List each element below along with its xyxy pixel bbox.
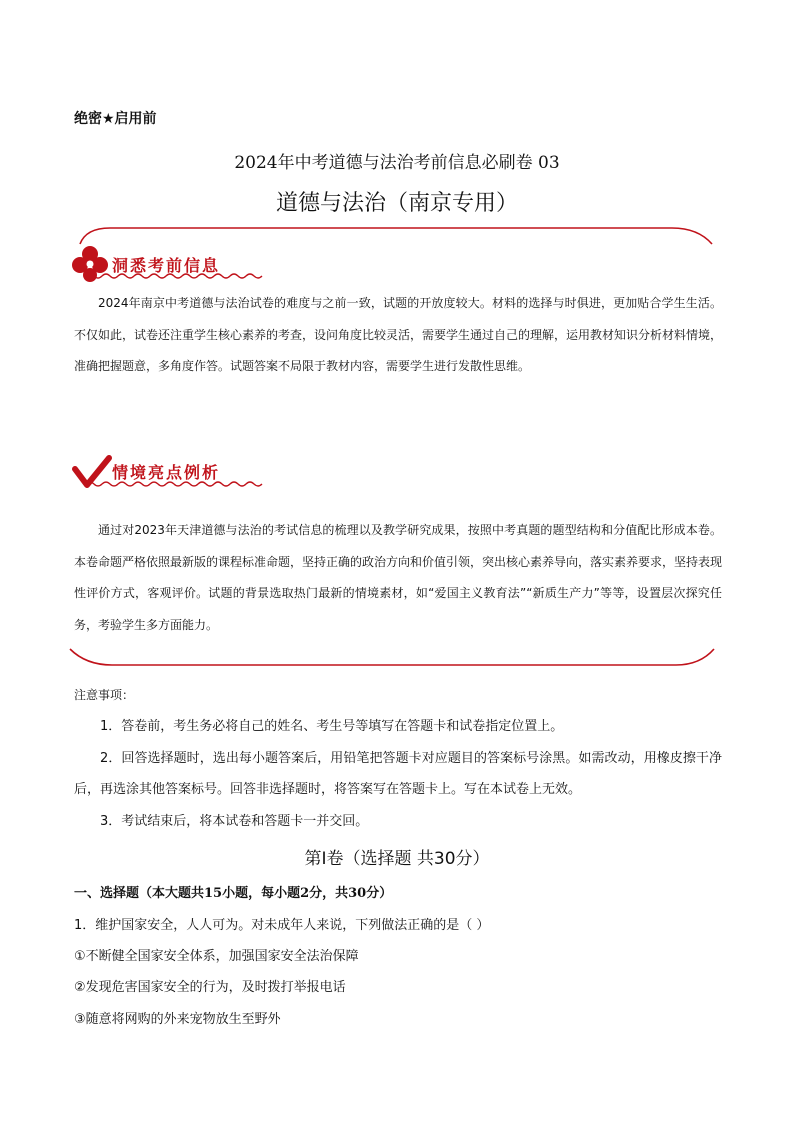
part-title: 第Ⅰ卷（选择题 共30分） [304,849,490,869]
flower-icon [70,244,110,284]
exam-title: 2024年中考道德与法治考前信息必刷卷 03 [234,153,560,173]
section1-body [74,288,722,383]
question-stem: 1．维护国家安全，人人可为。对未成年人来说，下列做法正确的是（ ） [74,918,490,933]
question-option: ①不断健全国家安全体系，加强国家安全法治保障 [74,949,359,964]
exam-subtitle: 道德与法治（南京专用） [275,191,518,216]
notes-title: 注意事项： [74,688,135,702]
note-item: 2．回答选择题时，选出每小题答案后，用铅笔把答题卡对应题目的答案标号涂黑。如需改动，用橡皮擦干净后，再选涂其他答案标号。回答非选择题时，将答案写在答题卡上。写在本试卷上无效。 [74,751,722,797]
checkmark-icon [72,455,112,491]
section2-title: 情境亮点例析 [112,463,221,482]
question-option: ③随意将网购的外来宠物放生至野外 [74,1012,281,1027]
section2-body [74,515,722,641]
note-item: 1．答卷前，考生务必将自己的姓名、考生号等填写在答题卡和试卷指定位置上。 [100,719,564,734]
section1-paragraph: 2024年南京中考道德与法治试卷的难度与之前一致，试题的开放度较大。材料的选择与时俱进，更加贴合学生生活。不仅如此，试卷还注重学生核心素养的考查，设问角度比较灵活，需要学生通过自己的理解，运用教材知识分析材料情境，准确把握题意，多角度作答。试题答案不局限于教材内容，需要学生进行发散性思维。 [74,296,723,374]
section1-title: 洞悉考前信息 [112,256,221,275]
note-item: 3．考试结束后，将本试卷和答题卡一并交回。 [100,814,369,829]
question-option: ②发现危害国家安全的行为，及时拨打举报电话 [74,980,346,995]
question-section-heading: 一、选择题（本大题共15小题，每小题2分，共30分） [74,886,393,901]
confidential-label: 绝密★启用前 [74,111,157,127]
section2-paragraph: 通过对2023年天津道德与法治的考试信息的梳理以及教学研究成果，按照中考真题的题型结构和分值配比形成本卷。本卷命题严格依照最新版的课程标准命题，坚持正确的政治方向和价值引领，突出核心素养导向，落实素养要求，坚持表现性评价方式，客观评价。试题的背景选取热门最新的情境素材，如“爱国主义教育法”“新质生产力”等等，设置层次探究任务，考验学生多方面能力。 [74,523,723,632]
